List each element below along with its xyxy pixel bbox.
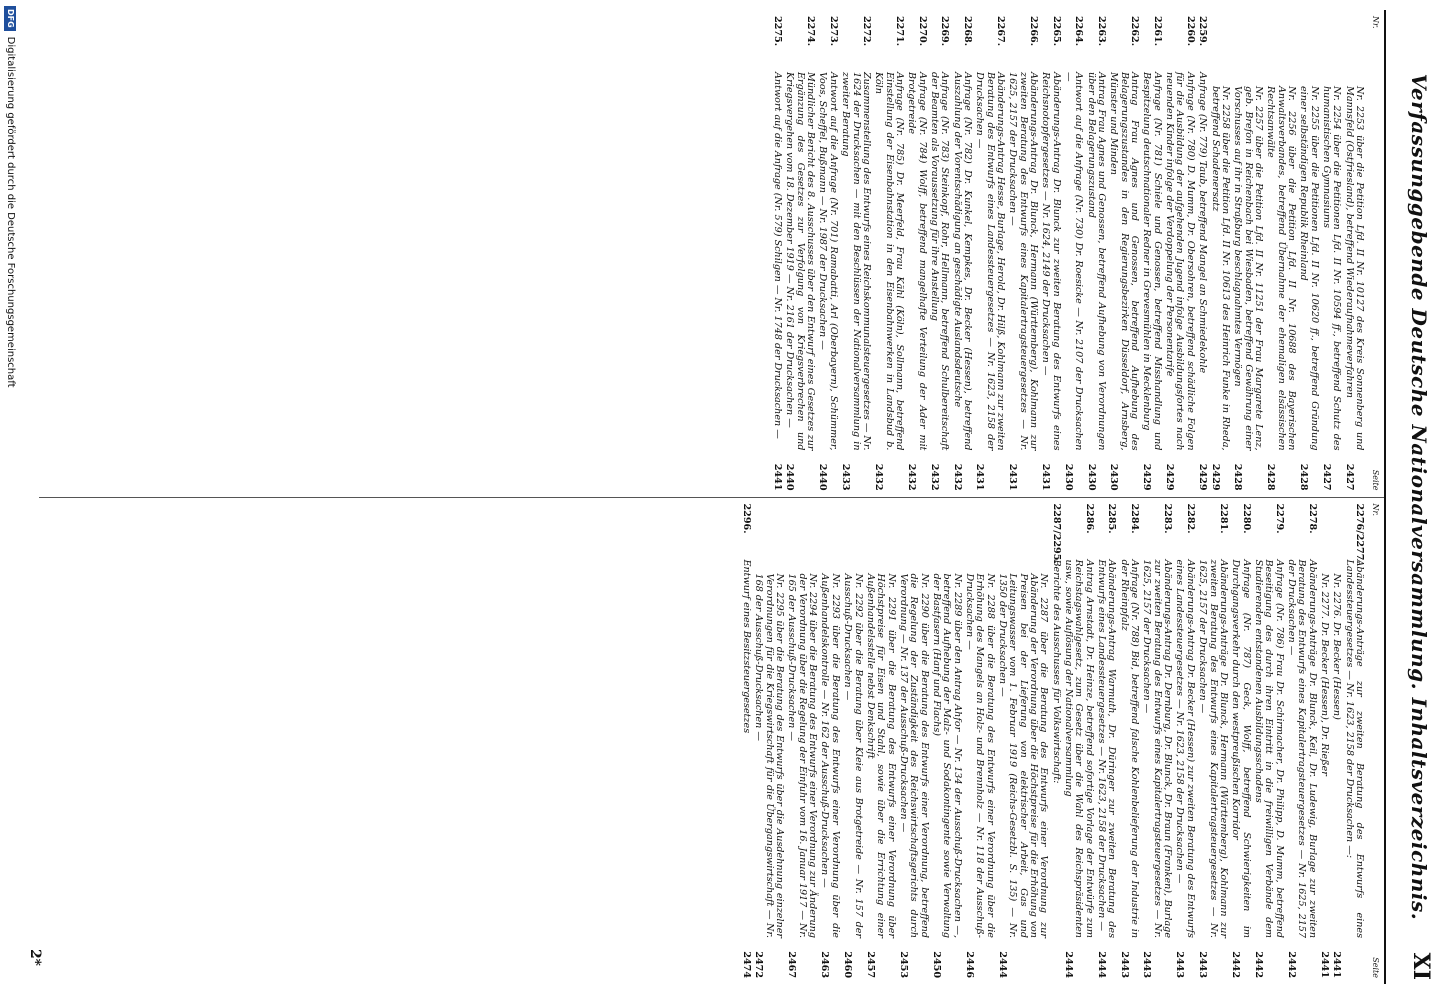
entry-text: Nr. 2290 über die Beratung des Entwurfs einer Verordnung, betreffend die Regelung der Zuständigkeit des Reichswirtschaftsgerichts durch Verordnung — Nr. 137 der Ausschuß-Drucksachen — xyxy=(897,573,930,938)
entry-number: 2281. xyxy=(1217,503,1229,534)
entry-text: Nr. 2277. Dr. Becker (Hessen), Dr. Rießer xyxy=(1318,573,1330,776)
entry-text: Nr. 2276. Dr. Becker (Hessen) xyxy=(1331,573,1343,720)
entry-text: Nr. 2289 über den Antrag Ahfor — Nr. 134 der Ausschuß-Drucksachen —, betreffend Aufhebung der Malz- und Sodakontingente sowie Verwaltung der Bastfasern (Hanf und Flachs) xyxy=(930,573,963,938)
digitization-credit xyxy=(0,0,20,1000)
credit-text: Digitalisierung gefördert durch die Deutsche Forschungsgemeinschaft xyxy=(5,36,17,388)
entry-text: Antrag Frau Agnes und Genossen, betreffend Aufhebung von Verordnungen über den Belagerungszustand xyxy=(1085,72,1108,451)
entry-page: 2441 xyxy=(1331,951,1343,978)
entry-page: 2474 xyxy=(741,951,753,978)
entry-number: 2282. xyxy=(1184,503,1196,534)
entry-text: Mündlicher Bericht des 8. Ausschusses über den Entwurf eines Gesetzes zur Ergänzung des Gesetzes zur Verfolgung von Kriegsverbrechen und Kriegsvergehen vom 18. Dezember 1919 — Nr. 2161 der Drucksachen — xyxy=(784,72,817,451)
entry-number: 2269. xyxy=(939,16,951,47)
entry-text: Nr. 2294 über die Beratung des Entwurfs einer Verordnung zur Änderung der Verordnung über die Regelung der Einfuhr vom 16. Januar 1917 — Nr. 165 der Ausschuß-Drucksachen — xyxy=(786,573,819,938)
entry-page: 2442 xyxy=(1252,951,1264,978)
entry-text: Abänderungs-Antrag Warmuth, Dr. Düringer zur zweiten Beratung des Entwurfs eines Landessteuergesetzes — Nr. 1623, 2158 der Drucksachen — xyxy=(1096,559,1118,938)
entry-page: 2431 xyxy=(1007,463,1019,491)
entry-page: 2432 xyxy=(928,463,940,491)
entry-page: 2428 xyxy=(1232,463,1244,491)
entry-number: 2286. xyxy=(1083,503,1095,534)
entry-number: 2267. xyxy=(995,16,1006,47)
entry-text: Entwurf eines Besitzsteuergesetzes xyxy=(741,559,753,734)
entry-number: 2273. xyxy=(827,16,839,47)
page-number: XI xyxy=(1408,952,1434,980)
entry-text: Abänderungs-Anträge zur zweiten Beratung des Entwurfs eines Landessteuergesetzes — Nr. 1623, 2158 der Drucksachen —: xyxy=(1343,559,1365,938)
entry-number: 2262. xyxy=(1129,16,1141,47)
index-entry xyxy=(784,16,815,491)
entry-page: 2440 xyxy=(784,463,796,491)
entry-text: Berichte des Ausschusses für Volkswirtschaft: xyxy=(1050,559,1062,784)
entry-page: 2443 xyxy=(1141,951,1153,978)
index-entry xyxy=(1141,504,1172,979)
entry-page: 2427 xyxy=(1343,463,1355,491)
signature-mark: 2* xyxy=(27,948,44,966)
entry-text: Antwort auf die Anfrage (Nr. 579) Schilgen — Nr. 1748 der Drucksachen — xyxy=(772,72,784,439)
entry-text: Nr. 2295 über die Beratung des Entwurfs über die Ausdehnung einzelner Verordnungen für die Kriegswirtschaft für die Übergangswirtschaft — Nr. 168 der Ausschuß-Drucksachen — xyxy=(753,573,786,938)
entry-page: 2446 xyxy=(963,951,975,978)
entry-page: 2443 xyxy=(1118,951,1130,978)
entry-text: Abänderungs-Anträge Dr. Blunck, Keil, Dr. Ludewig, Burlage zur zweiten Beratung des Entwurfs eines Kapitalertragsteuergesetzes — Nr. 1625, 2157 der Drucksachen — xyxy=(1285,559,1318,938)
index-entry xyxy=(1063,504,1094,979)
entry-page: 2432 xyxy=(951,463,963,491)
entry-page: 2444 xyxy=(1096,951,1108,978)
entry-text: Nr. 2256 über die Petition Lfd. II Nr. 10688 des Bayerischen Anwaltsverbandes, betreffend Übernahme der ehemaligen elsässischen Rechtsanwälte xyxy=(1265,86,1297,451)
index-entry xyxy=(1286,504,1317,979)
index-entry xyxy=(1209,86,1230,491)
entry-page: 2429 xyxy=(1197,463,1209,491)
entry-text: Anfrage (Nr. 788) Bid, betreffend falsche Kohlenbelieferung der Industrie in der Rheinpfalz xyxy=(1118,559,1141,938)
entry-text: Nr. 2255 über die Petitionen Lfd. II Nr. 10620 ff., betreffend Gründung einer selbständigen Republik Rheinland xyxy=(1298,86,1320,451)
index-entry xyxy=(842,574,863,979)
entry-page: 2444 xyxy=(1063,951,1075,978)
entry-text: Abänderungs-Antrag Dr. Dernburg, Dr. Blunck, Dr. Braun (Franken), Burlage zur zweiten Beratung des Entwurfs eines Kapitalertragsteuergesetzes — Nr. 1625, 2157 der Drucksachen — xyxy=(1141,559,1174,938)
entry-text: Anfrage (Nr. 782) Dr. Kunkel, Kempkes, Dr. Becker (Hessen), betreffend Auszahlung der Vorentschädigung an geschädigte Auslandsdeutsche xyxy=(951,72,973,451)
index-entry xyxy=(1343,504,1364,979)
index-entry xyxy=(1118,504,1139,979)
entry-text: Antwort auf die Anfrage (Nr. 701) Ramabatti, Arl (Oberbayern), Schümmer, Voos, Scheffel, Bußmann — Nr. 1987 der Drucksachen — xyxy=(817,72,839,451)
entry-page: 2443 xyxy=(1197,951,1209,978)
entry-text: Abänderungs-Antrag Dr. Blunck, Hermann (Württemberg), Kohlmann zur zweiten Beratung des Entwurfs eines Kapitalertragsteuergesetzes — Nr. 1625, 2157 der Drucksachen — xyxy=(1007,72,1040,451)
entry-page: 2460 xyxy=(842,951,854,978)
entry-number: 2285. xyxy=(1106,503,1118,534)
index-entry xyxy=(1197,504,1228,979)
entry-text: Anfrage (Nr. 781) Schiele und Genossen, betreffend Misshandlung und Bespitzelung deutschnationaler Redner in Grevesmühlen in Mecklenburg xyxy=(1141,72,1163,451)
page-title: Verfassunggebende Deutsche Nationalversammlung. Inhaltsverzeichnis. xyxy=(1407,73,1431,921)
index-entry xyxy=(1085,16,1106,491)
entry-number: 2287/2295. xyxy=(1050,503,1062,564)
entry-page: 2428 xyxy=(1265,463,1277,491)
entry-number: 2275. xyxy=(772,16,784,47)
index-entry xyxy=(906,16,927,491)
nr-label: Nr. xyxy=(1371,16,1380,29)
index-entry xyxy=(1007,16,1038,491)
nr-label: Nr. xyxy=(1371,503,1380,516)
entry-number: 2266. xyxy=(1028,16,1040,47)
entry-text: Antrag Frau Agnes und Genossen, betreffend Aufhebung des Belagerungszustandes in den Regierungsbezirken Düsseldorf, Arnsberg, Münster und Minden xyxy=(1108,72,1141,451)
entry-text: Nr. 2293 über die Beratung des Entwurfs einer Verordnung über die Außenhandelskontrolle — Nr. 162 der Ausschuß-Drucksachen — xyxy=(819,573,841,938)
index-entry xyxy=(997,574,1049,979)
entry-number: 2278. xyxy=(1306,503,1318,534)
left-column xyxy=(39,10,1384,498)
index-entry xyxy=(1298,86,1319,491)
entry-text: Zusammenstellung des Entwurfs eines Reichskommunalsteuergesetzes — Nr. 1624 der Drucksachen — mit den Beschlüssen der Nationalversammlung in zweiter Beratung xyxy=(840,72,872,451)
entry-text: Nr. 2257 über die Petition Lfd. II Nr. 11251 der Frau Margarete Lenz, geb. Brefon in Reichenbach bei Wiesbaden, betreffend Gewährung einer Vorschusses auf ihr in Straßburg beschlagnahmtes Vermögen xyxy=(1232,86,1264,451)
index-entry xyxy=(772,16,782,491)
entry-page: 2441 xyxy=(772,463,784,491)
entry-page: 2432 xyxy=(873,463,885,491)
entry-page: 2442 xyxy=(1285,951,1297,978)
entry-page: 2433 xyxy=(840,463,852,491)
index-entry xyxy=(1230,504,1251,979)
entry-text: Abänderungs-Antrag Dr. Becker (Hessen) zur zweiten Beratung des Entwurfs eines Landessteuergesetzes — Nr. 1623, 2158 der Drucksachen — xyxy=(1174,559,1196,938)
index-entry xyxy=(786,574,817,979)
entry-number: 2279. xyxy=(1273,503,1285,534)
entry-number: 2296. xyxy=(741,503,753,534)
entry-text: Anfrage (Nr. 783) Steinkopf, Rohr, Hellmann, betreffend Schulbereitschaft der Beamten als Voraussetzung für ihre Anstellung xyxy=(928,72,951,451)
entry-page: 2450 xyxy=(930,951,942,978)
index-entry xyxy=(974,16,1005,491)
index-entry xyxy=(898,574,929,979)
index-entry xyxy=(873,16,904,491)
left-column-head xyxy=(1368,16,1382,491)
entry-text: Nr. 2254 über die Petitionen Lfd. II Nr. 10594 ff., betreffend Schutz des humanistischen Gymnasiums xyxy=(1320,86,1343,451)
entry-page: 2430 xyxy=(1108,463,1120,491)
entry-page: 2440 xyxy=(817,463,829,491)
entry-text: Anfrage (Nr. 786) Frau Dr. Schirmacher, Dr. Philipp, D. Mumm, betreffend Beseitigung des durch ihren Eintritt in die freiwilligen Verbände dem Studierenden entstandenen Ausbildungsschadens xyxy=(1252,559,1285,938)
index-entry xyxy=(1050,504,1060,979)
index-entry xyxy=(819,574,840,979)
dfg-logo: DFG xyxy=(4,6,16,31)
entry-number: 2261. xyxy=(1151,16,1163,47)
index-entry xyxy=(1343,86,1364,491)
entry-page: 2457 xyxy=(864,951,876,978)
entry-page: 2432 xyxy=(906,463,918,491)
entry-text: Abänderungs-Antrag Hesse, Burlage, Herold, Dr. Hilß, Kohlmann zur zweiten Beratung des Entwurfs eines Landessteuergesetzes — Nr. 1623, 2158 der Drucksachen — xyxy=(974,72,1006,451)
page-header xyxy=(1384,10,1434,984)
entry-text: Nr. 2287 über die Beratung des Entwurfs einer Verordnung zur Abänderung der Verordnung über die Höchstpreise für die Erhöhung von Preisen bei der Lieferung von elektrischer Arbeit, Gas und Leitungswasser vom 1. Februar 1919 (Reichs-Gesetzbl. S. 135) — Nr. 1350 der Drucksachen — xyxy=(997,573,1050,938)
index-entry xyxy=(741,504,751,979)
index-entry xyxy=(1096,504,1117,979)
entry-page: 2428 xyxy=(1298,463,1310,491)
left-preamble xyxy=(1209,16,1364,491)
entry-text: Antrag Arnstadt, Dr. Heinze, betreffend sofortige Vorlage der Entwürfe zum Reichstagswahlgesetz, zum Gesetz über die Wahl des Reichspräsidenten usw., sowie Auflösung der Nationalversammlung xyxy=(1063,559,1095,938)
entry-page: 2472 xyxy=(753,951,765,978)
entry-number: 2264. xyxy=(1073,16,1085,47)
entry-text: Anfrage (Nr. 779) Taub, betreffend Mangel an Schmiedekohle xyxy=(1197,72,1209,374)
right-entry-list xyxy=(741,504,1364,979)
index-entry xyxy=(929,16,950,491)
index-entry xyxy=(840,16,871,491)
entry-text: Nr. 2292 über die Beratung über Kleie aus Brotgetreide — Nr. 157 der Ausschuß-Drucksachen — xyxy=(842,573,864,938)
index-entry xyxy=(1040,16,1061,491)
entry-text: Anfrage (Nr. 784) Wolff, betreffend mangelhafte Verteilung der Ader mit Brotgetreide xyxy=(906,72,928,451)
entry-number: 2272. xyxy=(860,16,872,47)
index-entry xyxy=(1265,86,1296,491)
entry-page: 2431 xyxy=(1040,463,1052,491)
entry-number: 2274. xyxy=(805,16,817,47)
entry-text: Nr. 2288 über die Beratung des Entwurfs einer Verordnung über die Erhöhung des Mangels an Holz- und Brennholz — Nr. 118 der Ausschuß-Drucksachen — xyxy=(963,573,996,938)
index-entry xyxy=(1331,574,1341,979)
entry-number: 2259. xyxy=(1197,16,1209,47)
index-entry xyxy=(1197,16,1207,491)
entry-page: 2467 xyxy=(786,951,798,978)
entry-text: Nr. 2291 über die Beratung des Entwurfs einer Verordnung über Höchstpreise für Eisen und Stahl, sowie über die Errichtung einer Außenhandelsstelle nebst Denkschrift xyxy=(864,573,897,938)
index-entry xyxy=(1141,16,1162,491)
entry-number: 2283. xyxy=(1162,503,1174,534)
entry-text: Antwort auf die Anfrage (Nr. 730) Dr. Roesicke — Nr. 2107 der Drucksachen — xyxy=(1063,72,1085,451)
index-entry xyxy=(964,574,995,979)
entry-text: Nr. 2258 über die Petition Lfd. II Nr. 10613 des Heinrich Funke in Rheda, betreffend Schadenersatz xyxy=(1209,86,1231,451)
entry-number: 2271. xyxy=(893,16,905,47)
index-entry xyxy=(1232,86,1263,491)
index-entry xyxy=(817,16,838,491)
index-entry xyxy=(1174,504,1195,979)
index-entry xyxy=(931,574,962,979)
entry-number: 2276/2277. xyxy=(1354,503,1365,564)
entry-page: 2430 xyxy=(1085,463,1097,491)
entry-page: 2429 xyxy=(1209,463,1221,491)
entry-page: 2441 xyxy=(1318,951,1330,978)
entry-number: 2270. xyxy=(916,16,928,47)
seite-label: Seite xyxy=(1371,957,1380,978)
entry-page: 2431 xyxy=(974,463,986,491)
entry-page: 2429 xyxy=(1164,463,1176,491)
entry-number: 2280. xyxy=(1240,503,1252,534)
entry-text: Abänderungs-Antrag Dr. Blunck zur zweiten Beratung des Entwurfs eines Reichsnotopfergesetzes — Nr. 1624, 2149 der Drucksachen — xyxy=(1040,72,1062,451)
right-column xyxy=(39,498,1384,985)
contents-columns xyxy=(39,10,1384,984)
entry-number: 2260. xyxy=(1184,16,1196,47)
entry-page: 2429 xyxy=(1141,463,1153,491)
index-entry xyxy=(951,16,972,491)
index-entry xyxy=(1321,86,1342,491)
index-entry xyxy=(1063,16,1084,491)
index-entry xyxy=(865,574,896,979)
entry-page: 2430 xyxy=(1063,463,1075,491)
index-entry xyxy=(1253,504,1284,979)
entry-number: 2265. xyxy=(1050,16,1062,47)
entry-page: 2463 xyxy=(819,951,831,978)
entry-text: Nr. 2253 über die Petition Lfd. II Nr. 10127 des Kreis Sonnenberg und Mannsfeld (Ostfriesland), betreffend Wiederaufnahmeverfahren xyxy=(1343,86,1365,451)
right-column-head xyxy=(1368,504,1382,979)
index-entry xyxy=(1108,16,1139,491)
entry-text: Abänderungs-Anträge Dr. Blunck, Hermann (Württemberg), Kohlmann zur zweiten Beratung des Entwurfs eines Kapitalertragsteuergesetzes — Nr. 1625, 2157 der Drucksachen — xyxy=(1197,559,1229,938)
index-entry xyxy=(1164,16,1195,491)
entry-number: 2263. xyxy=(1096,16,1108,47)
entry-text: Anfrage (Nr. 785) Dr. Meerfeld, Frau Kähl (Köln), Sollmann, betreffend Einstellung der Eisenbahnstation in den Eisenbahnwerken in Landsbud b. Köln xyxy=(873,72,905,451)
seite-label: Seite xyxy=(1371,469,1380,491)
entry-text: Anfrage (Nr. 780) D. Mumm, Dr. Obersohren, betreffend schädliche Folgen für die Ausbildung der aufgehenden Jugend infolge Ausbildungsfortes nach neuenden Kinder infolge der Verdoppelung der Personentarife xyxy=(1164,72,1196,451)
entry-page: 2443 xyxy=(1174,951,1186,978)
entry-text: Anfrage (Nr. 787) Geck, Wolff, betreffend Schwierigkeiten im Durchgangsverkehr durch den westpreußischen Korridor xyxy=(1230,559,1252,938)
entry-page: 2442 xyxy=(1230,951,1242,978)
left-entry-list xyxy=(772,16,1207,491)
entry-page: 2427 xyxy=(1320,463,1332,491)
entry-number: 2268. xyxy=(961,16,973,47)
index-entry xyxy=(753,574,784,979)
entry-page: 2444 xyxy=(997,951,1008,978)
index-entry xyxy=(1319,574,1329,979)
entry-page: 2453 xyxy=(897,951,909,978)
entry-number: 2284. xyxy=(1129,503,1141,534)
